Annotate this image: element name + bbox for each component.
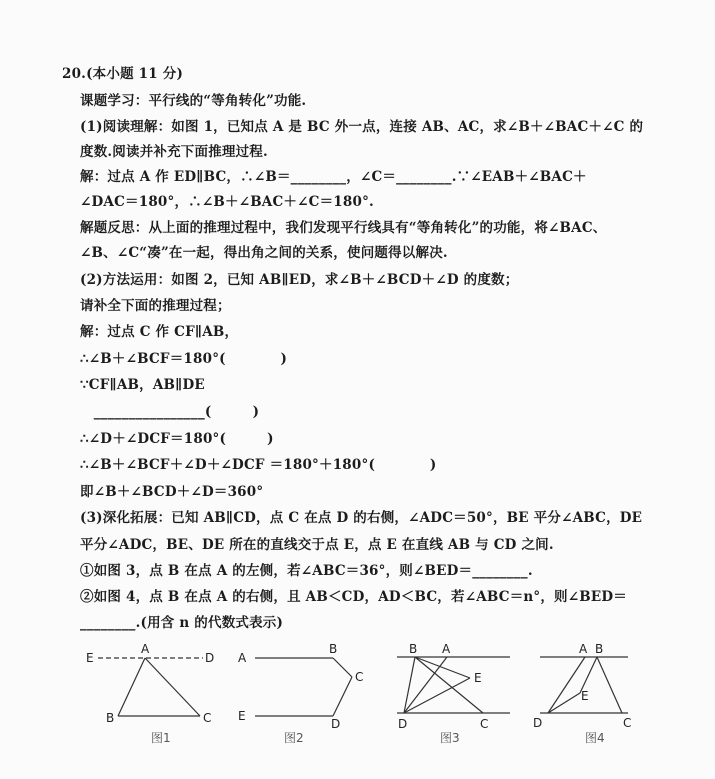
fig4-label-a: A [579,642,588,656]
part1-reflection-line1: 解题反思：从上面的推理过程中，我们发现平行线具有“等角转化”的功能，将∠BAC、 [80,220,607,236]
part1-solution-line1: 解：过点 A 作 ED∥BC，∴∠B＝________，∠C＝________.∵∠EAB＋∠BAC＋ [80,169,587,185]
fig1-label-d: D [205,651,215,665]
part3-line2: 平分∠ADC，BE、DE 所在的直线交于点 E，点 E 在直线 AB 与 CD 之间. [80,537,554,553]
fig3-segment-be [415,657,470,678]
fig4-caption: 图4 [585,731,605,745]
figures-panel [0,636,715,779]
part2-instruction: 请补全下面的推理过程； [80,298,231,314]
problem-header: 20.(本小题 11 分) [62,66,184,82]
fig1-label-c: C [203,711,212,725]
fig4-segment-bc [597,657,622,713]
part3-sub2-line2: ________.(用含 n 的代数式表示) [80,615,284,631]
fig2-segment-cd [333,677,352,716]
figure-4 [540,657,628,713]
part1-question-line1: (1)阅读理解：如图 1，已知点 A 是 BC 外一点，连接 AB、AC，求∠B＋∠BAC＋∠C 的 [80,119,644,135]
fig2-caption: 图2 [284,731,304,745]
part2-step5: ∴∠D＋∠DCF＝180°( ) [80,431,274,447]
part2-step4: ________________( ) [80,404,260,420]
topic-line: 课题学习：平行线的“等角转化”功能. [80,93,307,109]
part1-solution-line2: ∠DAC＝180°，∴∠B＋∠BAC＋∠C＝180°. [80,194,374,210]
fig2-label-d: D [331,717,341,731]
figure-3 [397,657,510,713]
fig4-label-e: E [581,689,589,703]
part3-line1: (3)深化拓展：已知 AB∥CD，点 C 在点 D 的右侧，∠ADC＝50°，BE 平分∠ABC，DE [80,510,643,526]
fig3-segment-de [404,678,470,713]
fig3-label-e: E [474,671,482,685]
part1-question-line2: 度数.阅读并补充下面推理过程. [80,144,268,160]
part3-sub1: ①如图 3，点 B 在点 A 的左侧，若∠ABC＝36°，则∠BED＝________. [80,563,533,579]
fig2-label-c: C [355,670,364,684]
figure-1 [98,658,203,716]
fig4-segment-de [548,693,580,713]
fig1-label-a: A [141,642,150,656]
fig3-segment-bd [404,657,415,713]
fig1-label-e: E [86,651,94,665]
fig1-label-b: B [106,711,115,725]
fig3-label-c: C [480,717,489,731]
fig3-caption: 图3 [440,731,460,745]
fig1-caption: 图1 [151,731,171,745]
fig3-label-b: B [409,642,418,656]
figure-2 [255,658,352,716]
part3-sub2-line1: ②如图 4，点 B 在点 A 的右侧，且 AB＜CD，AD＜BC，若∠ABC＝n°，则∠BED＝ [80,589,627,605]
fig1-segment-ab [118,658,145,716]
fig4-segment-be [580,657,597,693]
fig2-label-e: E [238,709,246,723]
fig4-label-d: D [533,716,543,730]
part2-step2: ∴∠B＋∠BCF＝180°( ) [80,351,288,367]
part2-question: (2)方法运用：如图 2，已知 AB∥ED，求∠B＋∠BCD＋∠D 的度数； [80,272,519,288]
fig1-segment-ac [145,658,200,716]
fig3-label-d: D [398,717,408,731]
part2-step6: ∴∠B＋∠BCF＋∠D＋∠DCF ＝180°＋180°( ) [80,457,437,473]
fig4-label-b: B [595,642,604,656]
part2-step7: 即∠B＋∠BCD＋∠D＝360° [80,484,264,500]
part2-step3: ∵CF∥AB，AB∥DE [80,377,205,393]
fig2-label-a: A [238,651,247,665]
part1-reflection-line2: ∠B、∠C“凑”在一起，得出角之间的关系，使问题得以解决. [80,245,448,261]
fig2-label-b: B [329,642,338,656]
fig3-label-a: A [442,642,451,656]
fig4-label-c: C [623,716,632,730]
fig4-segment-ad [548,657,585,713]
part2-step1: 解：过点 C 作 CF∥AB， [80,324,239,340]
fig2-segment-bc [333,658,352,677]
